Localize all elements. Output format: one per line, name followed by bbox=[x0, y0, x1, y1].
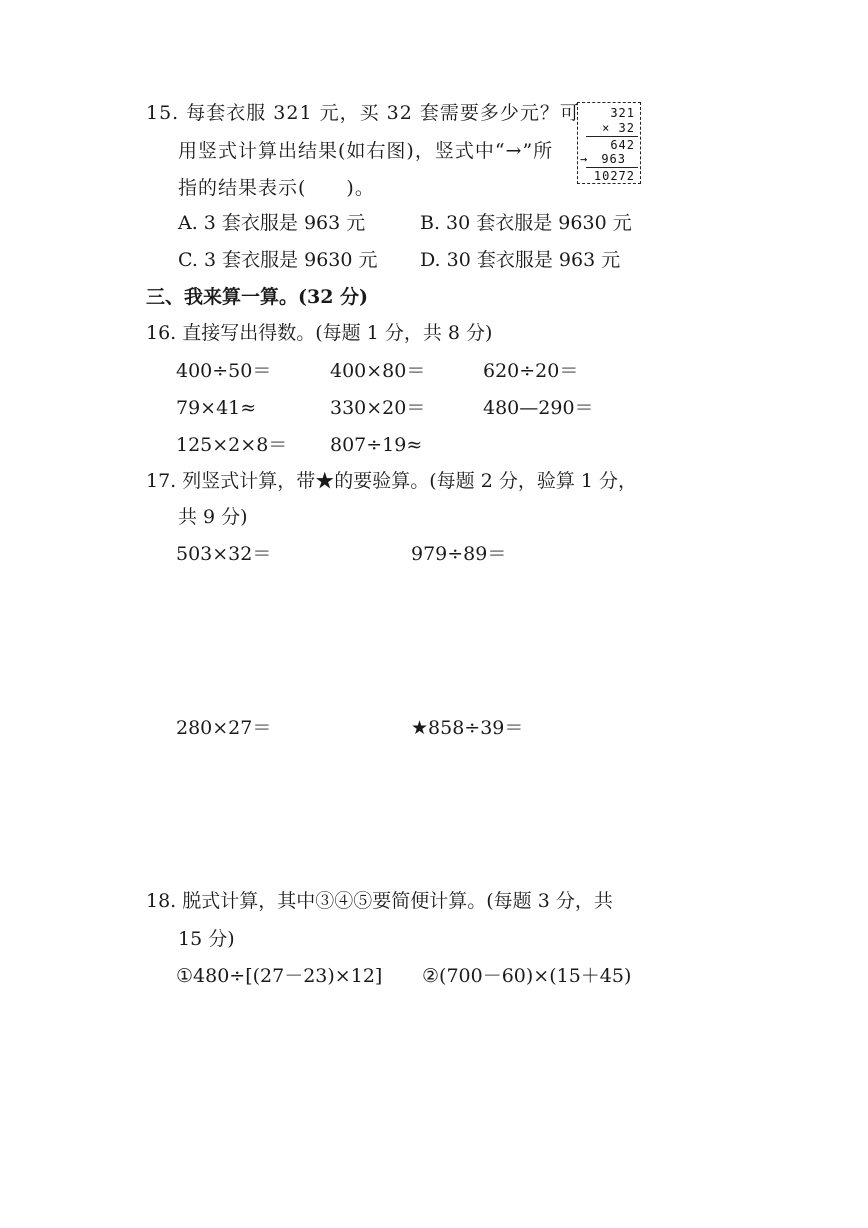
q17-title-line1: 17. 列竖式计算，带★的要验算。(每题 2 分，验算 1 分， bbox=[146, 470, 638, 492]
q17-item-starred: ★858÷39＝ bbox=[411, 717, 524, 739]
q17-item: 280×27＝ bbox=[176, 717, 272, 739]
calc-row-multiplier: × 32 bbox=[602, 121, 635, 135]
q16-title: 16. 直接写出得数。(每题 1 分，共 8 分) bbox=[146, 322, 493, 344]
q15-option-d: D. 30 套衣服是 963 元 bbox=[420, 249, 621, 271]
q16-item: 620÷20＝ bbox=[483, 360, 579, 382]
calc-row-product: 10272 bbox=[593, 169, 635, 183]
q16-item: 400×80＝ bbox=[330, 360, 426, 382]
q16-item: 807÷19≈ bbox=[330, 434, 423, 456]
q15-line1: 15. 每套衣服 321 元，买 32 套需要多少元？可 bbox=[146, 102, 580, 124]
q16-item: 79×41≈ bbox=[176, 397, 257, 419]
q15-option-b: B. 30 套衣服是 9630 元 bbox=[420, 212, 632, 234]
q15-line2: 用竖式计算出结果(如右图)，竖式中“→”所 bbox=[178, 140, 554, 162]
q17-title-line2: 共 9 分) bbox=[178, 506, 248, 528]
calc-row-multiplicand: 321 bbox=[610, 106, 635, 120]
q16-item: 480—290＝ bbox=[483, 397, 594, 419]
q18-item: ②(700－60)×(15＋45) bbox=[422, 965, 632, 987]
q15-line3: 指的结果表示( )。 bbox=[178, 177, 375, 199]
q16-item: 330×20＝ bbox=[330, 397, 426, 419]
section-title: 三、我来算一算。(32 分) bbox=[146, 286, 369, 308]
q17-item: 979÷89＝ bbox=[411, 543, 507, 565]
q16-item: 400÷50＝ bbox=[176, 360, 272, 382]
q18-title-line1: 18. 脱式计算，其中③④⑤要简便计算。(每题 3 分，共 bbox=[146, 890, 613, 912]
q15-option-a: A. 3 套衣服是 963 元 bbox=[178, 212, 366, 234]
q16-item: 125×2×8＝ bbox=[176, 434, 288, 456]
q18-item: ①480÷[(27－23)×12] bbox=[176, 965, 383, 987]
q18-title-line2: 15 分) bbox=[178, 928, 235, 950]
calc-divider-line bbox=[586, 167, 638, 168]
vertical-calculation-figure bbox=[577, 102, 641, 184]
calc-row-partial-1: 642 bbox=[610, 138, 635, 152]
calc-divider-line bbox=[586, 136, 638, 137]
calc-row-partial-2: 963 bbox=[601, 152, 626, 166]
q15-option-c: C. 3 套衣服是 9630 元 bbox=[178, 249, 378, 271]
arrow-icon: → bbox=[580, 152, 588, 166]
q17-item: 503×32＝ bbox=[176, 543, 272, 565]
